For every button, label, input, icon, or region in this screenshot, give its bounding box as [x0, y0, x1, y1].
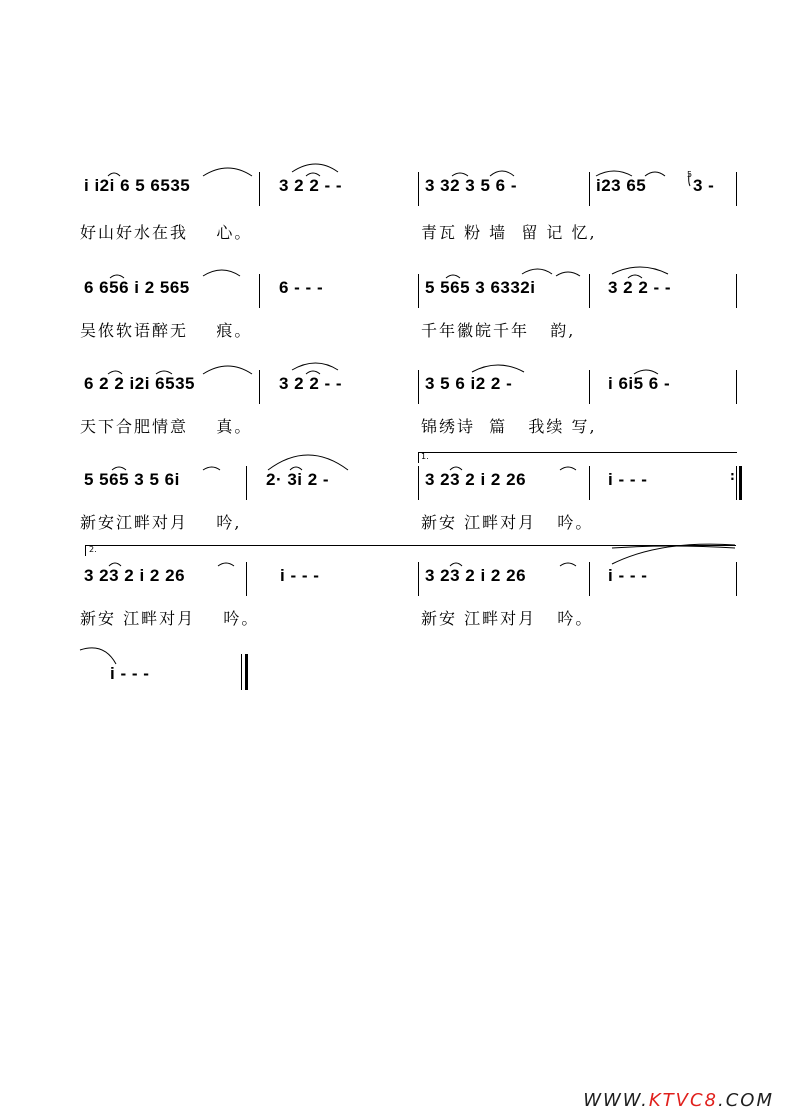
repeat-barline-thick — [739, 466, 742, 500]
score-row-5 — [0, 566, 790, 626]
notes-row5-m3: 3 23 2 i 2 26 — [425, 566, 527, 585]
grace-note: 5 — [687, 170, 693, 179]
notes-row4-m4: i - - - — [608, 470, 648, 489]
volta-2-label: 2. — [89, 545, 97, 554]
barline — [246, 466, 247, 500]
slur — [268, 455, 348, 470]
notes-row1-m4b: 3 - — [693, 176, 715, 195]
barline — [259, 172, 260, 206]
slur — [472, 365, 524, 372]
barline — [418, 274, 419, 308]
slur — [203, 168, 252, 176]
lyrics-row4-left: 新安江畔对月 吟, — [80, 513, 242, 532]
barline — [736, 172, 737, 206]
slur — [556, 272, 580, 276]
barline — [589, 466, 590, 500]
repeat-dots: : — [730, 469, 735, 483]
slur — [292, 164, 338, 172]
volta-2-bracket — [85, 545, 736, 556]
barline — [736, 562, 737, 596]
notes-row1-m2: 3 2 2 - - — [279, 176, 343, 195]
watermark-brand: KTVC8 — [648, 1090, 718, 1111]
barline — [589, 172, 590, 206]
notes-row4-m3: 3 23 2 i 2 26 — [425, 470, 527, 489]
notes-row4-m2: 2· 3i 2 - — [266, 470, 330, 489]
notes-row2-m1: 6 656 i 2 565 — [84, 278, 190, 297]
score-row-2 — [0, 278, 790, 338]
barline — [418, 466, 419, 500]
repeat-barline-thin — [736, 466, 737, 500]
notes-row1-m3: 3 32 3 5 6 - — [425, 176, 518, 195]
lyrics-row1-right: 青瓦 粉 墙 留 记 忆, — [421, 223, 597, 242]
notes-row1-m4: i23 65 — [596, 176, 647, 195]
lyrics-row3-left: 天下合肥情意 真。 — [80, 417, 253, 436]
notes-row3-m4: i 6i5 6 - — [608, 374, 671, 393]
barline — [589, 274, 590, 308]
notes-row6-m1: i - - - — [110, 664, 150, 683]
barline — [246, 562, 247, 596]
barline — [736, 370, 737, 404]
notes-row5-m1: 3 23 2 i 2 26 — [84, 566, 186, 585]
slur — [522, 269, 552, 274]
notes-row3-m3: 3 5 6 i2 2 - — [425, 374, 513, 393]
site-watermark — [583, 1090, 774, 1111]
barline — [418, 172, 419, 206]
lyrics-row5-right: 新安 江畔对月 吟。 — [421, 609, 594, 628]
score-row-1 — [0, 170, 790, 242]
watermark-prefix: WWW. — [583, 1090, 649, 1111]
final-barline-thick — [245, 654, 248, 690]
slur — [292, 363, 338, 370]
slur — [612, 267, 668, 274]
score-row-3 — [0, 374, 790, 434]
barline — [259, 370, 260, 404]
barline — [589, 370, 590, 404]
notes-row2-m4: 3 2 2 - - — [608, 278, 672, 297]
barline — [589, 562, 590, 596]
score-row-6 — [0, 664, 790, 724]
lyrics-row4-right: 新安 江畔对月 吟。 — [421, 513, 594, 532]
barline — [418, 370, 419, 404]
notes-row5-m2: i - - - — [280, 566, 320, 585]
lyrics-row5-left: 新安 江畔对月 吟。 — [80, 609, 260, 628]
lyrics-row1-left: 好山好水在我 心。 — [80, 223, 253, 242]
watermark-suffix: .COM — [718, 1090, 774, 1111]
lyrics-row3-right: 锦绣诗 篇 我续 写, — [421, 417, 597, 436]
final-barline-thin — [241, 654, 242, 690]
slur — [203, 366, 252, 374]
notes-row5-m4: i - - - — [608, 566, 648, 585]
notes-row3-m2: 3 2 2 - - — [279, 374, 343, 393]
notes-row2-m2: 6 - - - — [279, 278, 324, 297]
notes-row4-m1: 5 565 3 5 6i — [84, 470, 180, 489]
volta-1-bracket — [418, 452, 737, 463]
volta-1-label: 1. — [421, 452, 429, 461]
notes-row3-m1: 6 2 2 i2i 6535 — [84, 374, 195, 393]
lyrics-row2-right: 千年徽皖千年 韵, — [421, 321, 576, 340]
barline — [418, 562, 419, 596]
notes-row1-m1: i i2i 6 5 6535 — [84, 176, 191, 195]
slur — [80, 648, 116, 664]
lyrics-row2-left: 吴侬软语醉无 痕。 — [80, 321, 253, 340]
score-row-4 — [0, 470, 790, 530]
slur — [203, 270, 240, 276]
barline — [736, 274, 737, 308]
notes-row2-m3: 5 565 3 6332i — [425, 278, 536, 297]
barline — [259, 274, 260, 308]
